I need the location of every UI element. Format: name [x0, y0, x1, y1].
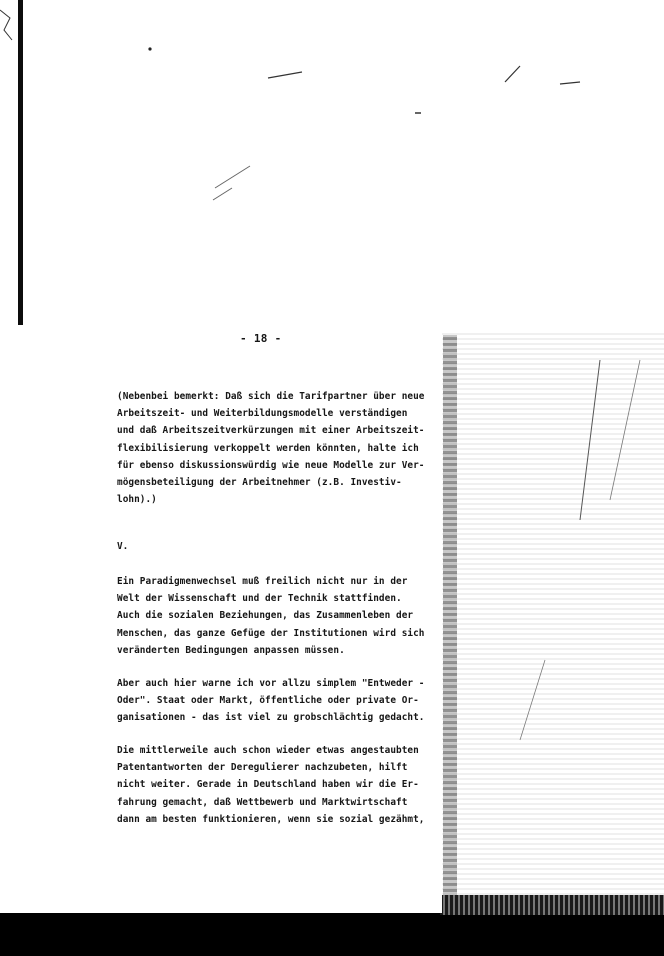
section-heading: V.	[117, 541, 129, 552]
page-number: - 18 -	[240, 332, 282, 345]
paragraph-deregulation	[117, 742, 437, 828]
text-line: Aber auch hier warne ich vor allzu simplem "Entweder -	[117, 678, 425, 689]
text-line: Welt der Wissenschaft und der Technik stattfinden.	[117, 593, 402, 605]
text-line: Ein Paradigmenwechsel muß freilich nicht nur in der	[117, 576, 408, 587]
text-line: Menschen, das ganze Gefüge der Institutionen wird sich	[117, 627, 425, 639]
text-line: Arbeitszeit- und Weiterbildungsmodelle verständigen	[117, 408, 408, 420]
text-line: nicht weiter. Gerade in Deutschland haben wir die Er-	[117, 779, 419, 791]
text-line: Oder". Staat oder Markt, öffentliche oder private Or-	[117, 695, 419, 707]
paragraph-parenthetical-note	[117, 388, 437, 508]
text-line: veränderten Bedingungen anpassen müssen.	[117, 644, 345, 656]
paragraph-paradigm-shift	[117, 573, 437, 659]
text-line: Auch die sozialen Beziehungen, das Zusammenleben der	[117, 610, 414, 622]
text-line: mögensbeteiligung der Arbeitnehmer (z.B. Investiv-	[117, 477, 402, 489]
text-line: (Nebenbei bemerkt: Daß sich die Tarifpartner über neue	[117, 391, 425, 402]
text-line: für ebenso diskussionswürdig wie neue Modelle zur Ver-	[117, 459, 425, 471]
text-line: fahrung gemacht, daß Wettbewerb und Marktwirtschaft	[117, 796, 408, 808]
text-line: dann am besten funktionieren, wenn sie sozial gezähmt,	[117, 813, 425, 825]
text-line: flexibilisierung verkoppelt werden könnten, halte ich	[117, 442, 419, 454]
text-line: und daß Arbeitszeitverkürzungen mit einer Arbeitszeit-	[117, 425, 425, 437]
paragraph-either-or	[117, 675, 437, 727]
text-line: Patentantworten der Deregulierer nachzubeten, hilft	[117, 762, 408, 774]
text-line: Die mittlerweile auch schon wieder etwas angestaubten	[117, 745, 419, 756]
text-line: lohn).)	[117, 494, 157, 506]
text-line: ganisationen - das ist viel zu grobschlächtig gedacht.	[117, 712, 425, 724]
